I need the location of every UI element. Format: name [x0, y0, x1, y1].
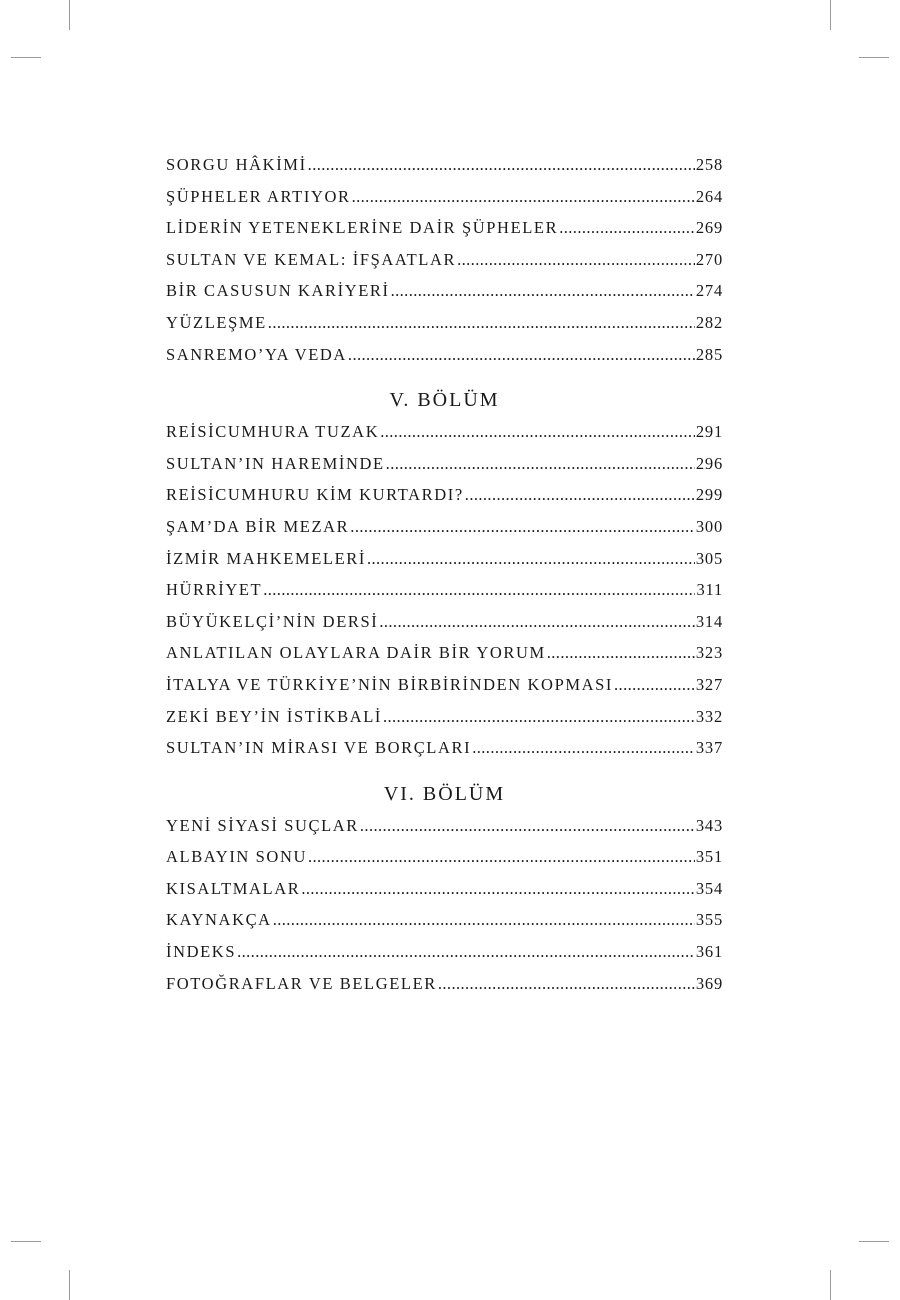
toc-entry[interactable] [166, 549, 723, 581]
toc-entry[interactable] [166, 250, 723, 282]
toc-entry-page: 269 [695, 218, 723, 238]
crop-mark-bottom-right-vertical [830, 1270, 831, 1300]
toc-entry-title: ŞAM’DA BİR MEZAR [166, 516, 350, 536]
toc-entry-title: İNDEKS [166, 942, 237, 962]
toc-entry-title: YÜZLEŞME [166, 312, 267, 332]
section-heading: V. BÖLÜM [389, 389, 500, 412]
toc-entry-page: 355 [695, 910, 723, 930]
crop-mark-top-right-horizontal [859, 57, 889, 58]
toc-entry-page: 323 [695, 643, 723, 663]
toc-entry-title: KISALTMALAR [166, 878, 301, 898]
toc-entry-page: 354 [695, 878, 723, 898]
toc-entry-title: ANLATILAN OLAYLARA DAİR BİR YORUM [166, 643, 546, 663]
dot-leader [301, 879, 695, 899]
dot-leader [383, 707, 695, 727]
toc-entry-title: LİDERİN YETENEKLERİNE DAİR ŞÜPHELER [166, 218, 559, 238]
dot-leader [308, 155, 695, 175]
crop-mark-bottom-left-horizontal [11, 1241, 41, 1242]
toc-entry-page: 305 [695, 548, 723, 568]
toc-entry-page: 343 [695, 815, 723, 835]
toc-entry[interactable] [166, 422, 723, 454]
toc-entry[interactable] [166, 155, 723, 187]
toc-entry[interactable] [166, 313, 723, 345]
toc-entry[interactable] [166, 485, 723, 517]
toc-entry-page: 296 [695, 453, 723, 473]
toc-entry-title: BİR CASUSUN KARİYERİ [166, 281, 390, 301]
dot-leader [350, 517, 695, 537]
toc-entry-title: KAYNAKÇA [166, 910, 272, 930]
toc-entry[interactable] [166, 281, 723, 313]
toc-entry-title: ALBAYIN SONU [166, 847, 307, 867]
dot-leader [547, 643, 695, 663]
table-of-contents [166, 155, 723, 1005]
toc-entry[interactable] [166, 974, 723, 1006]
toc-entry-page: 264 [695, 186, 723, 206]
toc-entry-page: 299 [695, 485, 723, 505]
toc-entry-title: SANREMO’YA VEDA [166, 344, 347, 364]
toc-entry-page: 351 [695, 847, 723, 867]
toc-entry-title: REİSİCUMHURA TUZAK [166, 422, 380, 442]
toc-entry[interactable] [166, 643, 723, 675]
toc-section-v [166, 382, 723, 770]
toc-entry-title: REİSİCUMHURU KİM KURTARDI? [166, 485, 464, 505]
toc-entry[interactable] [166, 707, 723, 739]
crop-mark-bottom-right-horizontal [859, 1241, 889, 1242]
toc-entry-title: BÜYÜKELÇİ’NİN DERSİ [166, 611, 379, 631]
dot-leader [367, 549, 695, 569]
toc-entry-title: SULTAN VE KEMAL: İFŞAATLAR [166, 249, 457, 269]
toc-entry[interactable] [166, 910, 723, 942]
dot-leader [391, 281, 695, 301]
toc-entry[interactable] [166, 517, 723, 549]
crop-mark-top-right-vertical [830, 0, 831, 30]
dot-leader [614, 675, 695, 695]
toc-entry[interactable] [166, 942, 723, 974]
crop-mark-bottom-left-vertical [69, 1270, 70, 1300]
dot-leader [386, 454, 695, 474]
dot-leader [273, 910, 695, 930]
toc-entry-page: 327 [695, 674, 723, 694]
toc-entry-page: 274 [695, 281, 723, 301]
dot-leader [237, 942, 695, 962]
toc-entry-title: İZMİR MAHKEMELERİ [166, 548, 366, 568]
toc-entry[interactable] [166, 879, 723, 911]
toc-entry[interactable] [166, 612, 723, 644]
dot-leader [352, 187, 695, 207]
toc-entry[interactable] [166, 454, 723, 486]
crop-mark-top-left-horizontal [11, 57, 41, 58]
dot-leader [308, 847, 695, 867]
dot-leader [438, 974, 695, 994]
dot-leader [472, 738, 695, 758]
toc-entry-page: 332 [695, 706, 723, 726]
dot-leader [380, 422, 695, 442]
toc-entry-page: 314 [695, 611, 723, 631]
toc-entry-page: 270 [695, 249, 723, 269]
toc-entry[interactable] [166, 847, 723, 879]
toc-entry[interactable] [166, 580, 723, 612]
toc-entry-page: 285 [695, 344, 723, 364]
toc-entry[interactable] [166, 675, 723, 707]
toc-entry-page: 369 [695, 973, 723, 993]
toc-entry-title: HÜRRİYET [166, 580, 263, 600]
toc-entry-page: 300 [695, 516, 723, 536]
toc-entry-page: 311 [696, 580, 723, 600]
toc-entry-title: YENİ SİYASİ SUÇLAR [166, 815, 359, 835]
section-heading: VI. BÖLÜM [383, 782, 506, 805]
toc-entry-title: SULTAN’IN HAREMİNDE [166, 453, 385, 473]
toc-entry-title: SORGU HÂKİMİ [166, 155, 307, 174]
toc-entry[interactable] [166, 345, 723, 377]
dot-leader [379, 612, 695, 632]
crop-mark-top-left-vertical [69, 0, 70, 30]
toc-section-continued [166, 155, 723, 376]
toc-entry-page: 291 [695, 422, 723, 442]
toc-entry[interactable] [166, 816, 723, 848]
toc-entry[interactable] [166, 187, 723, 219]
toc-entry-title: ŞÜPHELER ARTIYOR [166, 186, 351, 206]
toc-entry-title: ZEKİ BEY’İN İSTİKBALİ [166, 706, 382, 726]
dot-leader [360, 816, 695, 836]
toc-section-vi [166, 776, 723, 1006]
toc-entry[interactable] [166, 218, 723, 250]
dot-leader [263, 580, 695, 600]
toc-entry-title: İTALYA VE TÜRKİYE’NİN BİRBİRİNDEN KOPMASI [166, 674, 614, 694]
toc-entry-title: SULTAN’IN MİRASI VE BORÇLARI [166, 738, 472, 758]
dot-leader [348, 345, 695, 365]
dot-leader [559, 218, 695, 238]
dot-leader [457, 250, 695, 270]
toc-entry-page: 258 [695, 155, 723, 174]
toc-entry-page: 337 [695, 738, 723, 758]
dot-leader [268, 313, 695, 333]
toc-entry-page: 282 [695, 312, 723, 332]
dot-leader [465, 485, 695, 505]
toc-entry[interactable] [166, 738, 723, 770]
toc-entry-page: 361 [695, 942, 723, 962]
toc-entry-title: FOTOĞRAFLAR VE BELGELER [166, 973, 437, 993]
